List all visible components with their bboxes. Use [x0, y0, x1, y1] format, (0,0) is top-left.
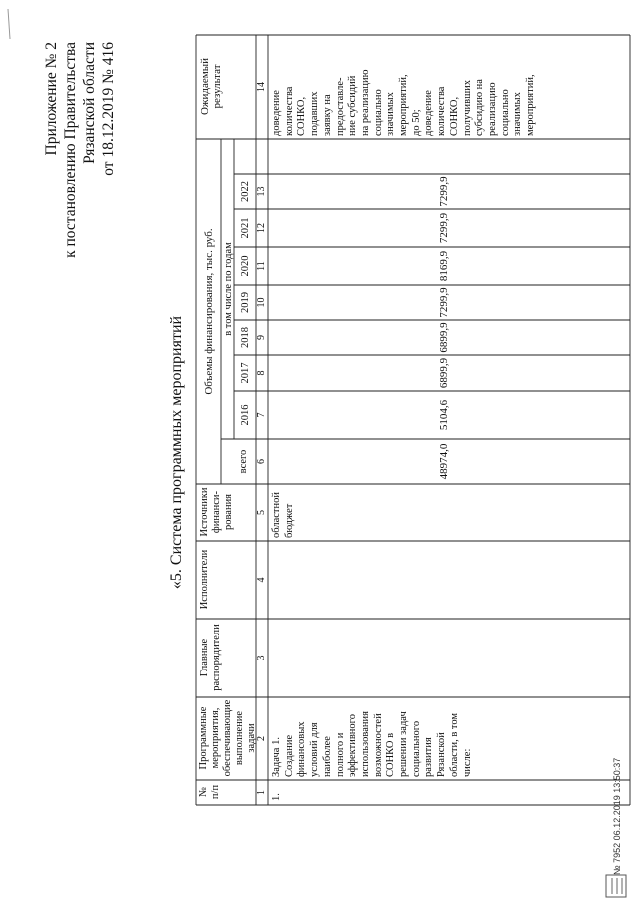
- appendix-line-4: от 18.12.2019 № 416: [100, 42, 117, 176]
- scan-artifact-icon: [6, 9, 14, 39]
- header-funding: Объемы финансирования, тыс. руб.: [203, 228, 215, 395]
- colnum-10: 10: [256, 297, 267, 308]
- row-activity-text: Задача 1. Создание финансовых условий для наиболее полного и эффективного использования возможностей СОНКО в решении задач социального развития Рязанской области, в том числе:: [271, 711, 473, 777]
- row-value-2018: 6899,9: [438, 322, 450, 353]
- colnum-9: 9: [256, 335, 267, 340]
- colnum-1: 1: [256, 790, 267, 795]
- header-total: всего: [238, 449, 249, 474]
- header-year-2016: 2016: [240, 404, 251, 426]
- row-total-value: 48974,0: [438, 443, 450, 480]
- row-value-2021: 7299,9: [438, 212, 450, 244]
- header-year-2020: 2020: [240, 255, 251, 277]
- header-year-2021: 2021: [240, 217, 251, 239]
- header-year-2017: 2017: [240, 362, 251, 384]
- row-value-2016: 5104,6: [438, 399, 450, 431]
- appendix-line-3: Рязанской области: [81, 42, 98, 164]
- header-activities: Программные мероприятия, обеспечивающие выполнение задачи: [198, 699, 257, 777]
- row-value-2019: 7299,9: [438, 287, 450, 318]
- colnum-12: 12: [256, 223, 267, 233]
- colnum-14: 14: [256, 82, 267, 92]
- row-expected-result: доведение количества СОНКО, подавших заявку на предоставле- ние субсидий на реализацию социально значимых мероприятий, до 50; доведение количества СОНКО, получивших субсидию на реализацию социально значимых мероприятий,: [271, 69, 537, 136]
- colnum-13: 13: [256, 186, 267, 197]
- colnum-11: 11: [256, 261, 267, 271]
- row-value-2017: 6899,9: [438, 357, 450, 389]
- registration-stamp-text: № 7952 06.12.2019 13:50:37: [612, 757, 622, 875]
- colnum-7: 7: [256, 412, 267, 418]
- appendix-line-2: к постановлению Правительства: [62, 42, 79, 258]
- header-result: Ожидаемый результат: [199, 57, 223, 116]
- colnum-4: 4: [256, 577, 267, 583]
- row-value-2020: 8169,9: [438, 250, 450, 282]
- header-num: № п/п: [198, 784, 221, 800]
- header-year-2019: 2019: [240, 292, 251, 313]
- row-funding-source: областной бюджет: [271, 492, 295, 538]
- header-year-2018: 2018: [240, 327, 251, 348]
- header-managers: Главные распорядители: [199, 624, 222, 691]
- header-sources: Источники финанси- рования: [199, 487, 234, 537]
- header-by-years: в том числе по годам: [223, 242, 234, 336]
- section-title: «5. Система программных мероприятий: [168, 315, 185, 590]
- colnum-5: 5: [256, 510, 267, 515]
- header-executors: Исполнители: [199, 549, 210, 610]
- colnum-8: 8: [256, 370, 267, 376]
- row-number: 1.: [271, 793, 282, 801]
- colnum-3: 3: [256, 655, 267, 661]
- header-year-2022: 2022: [240, 181, 251, 202]
- colnum-2: 2: [256, 736, 267, 741]
- colnum-6: 6: [256, 459, 267, 464]
- appendix-line-1: Приложение № 2: [43, 42, 60, 156]
- row-value-2022: 7299,9: [438, 176, 450, 207]
